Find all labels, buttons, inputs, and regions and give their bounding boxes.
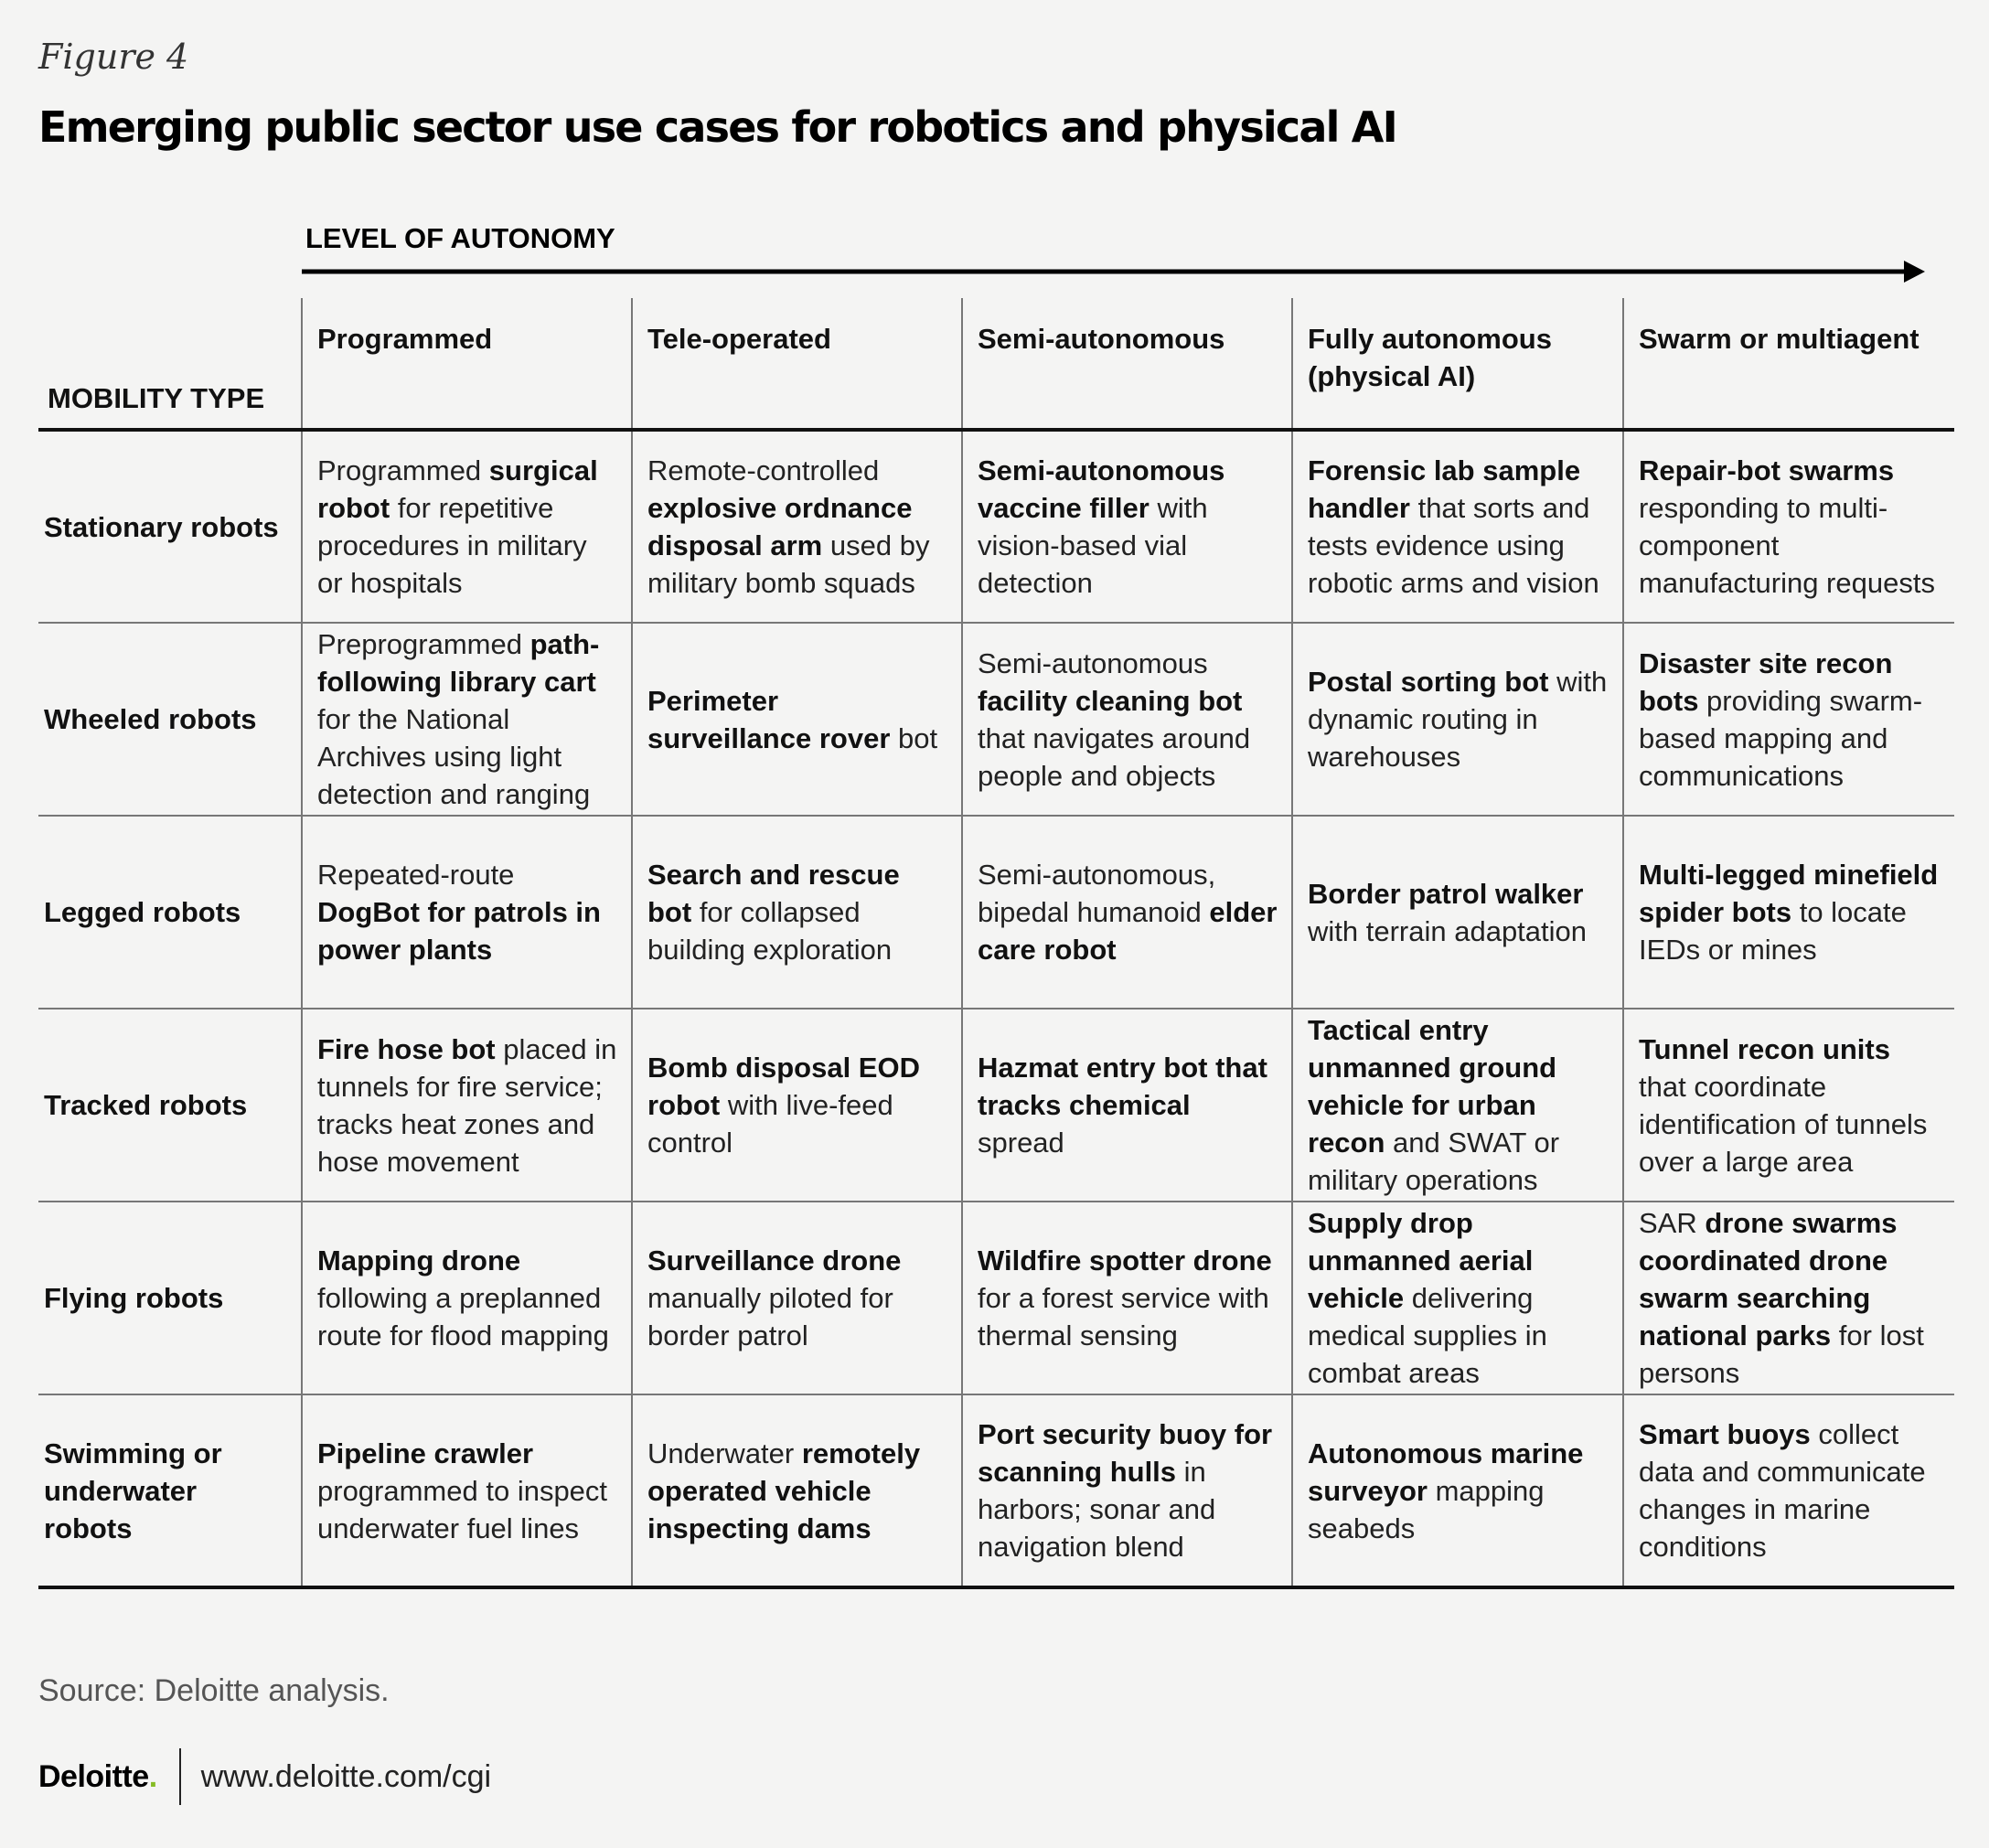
cell-text: with terrain adaptation	[1308, 914, 1588, 947]
table-cell	[1292, 623, 1623, 816]
row-header: Legged robots	[38, 816, 302, 1009]
cell-text-bold: Smart buoys	[1639, 1418, 1811, 1450]
column-header: Fully autonomous (physical AI)	[1292, 298, 1623, 430]
row-header: Flying robots	[38, 1202, 302, 1394]
cell-text-bold: elder care robot	[978, 896, 1278, 966]
cell-text: that navigates around people and objects	[978, 721, 1251, 792]
table-cell	[632, 816, 962, 1009]
table-row	[38, 623, 1954, 816]
logo-wordmark: Deloitte	[38, 1758, 149, 1794]
table-row	[38, 430, 1954, 623]
cell-text: Programmed	[317, 454, 489, 486]
cell-text: spread	[978, 1127, 1064, 1159]
cell-text: Semi-autonomous, bipedal humanoid	[978, 859, 1216, 928]
cell-text: that coordinate identification of tunnels over a large area	[1639, 1070, 1928, 1178]
cell-text-bold: Surveillance drone	[647, 1244, 902, 1277]
row-header: Tracked robots	[38, 1009, 302, 1202]
table-row	[38, 1394, 1954, 1587]
cell-text: Preprogrammed	[317, 628, 530, 660]
table-cell	[302, 1202, 632, 1394]
table-cell	[962, 623, 1292, 816]
cell-text-bold: DogBot for patrols in power plants	[317, 896, 601, 966]
deloitte-logo	[38, 1759, 157, 1795]
table-cell	[632, 430, 962, 623]
row-header: Stationary robots	[38, 430, 302, 623]
cell-text-bold: Fire hose bot	[317, 1032, 496, 1065]
table-cell	[962, 430, 1292, 623]
cell-text: Underwater	[647, 1437, 802, 1469]
cell-text-bold: Border patrol walker	[1308, 877, 1584, 910]
cell-text: Remote-controlled	[647, 454, 880, 486]
footer-url-link[interactable]: www.deloitte.com/cgi	[200, 1758, 492, 1794]
table-cell	[1292, 1009, 1623, 1202]
table-cell	[632, 1394, 962, 1587]
table-cell	[1623, 816, 1954, 1009]
table-cell	[302, 623, 632, 816]
cell-text: for collapsed building exploration	[647, 896, 893, 966]
cell-text: bot	[890, 721, 938, 754]
table-cell	[632, 1202, 962, 1394]
column-header: Semi-autonomous	[962, 298, 1292, 430]
column-header: Swarm or multiagent	[1623, 298, 1954, 430]
cell-text: for the National Archives using light detection and ranging	[317, 703, 591, 810]
cell-text-bold: Mapping drone	[317, 1244, 521, 1277]
cell-text: to locate IEDs or mines	[1639, 896, 1907, 966]
column-header: Tele-operated	[632, 298, 962, 430]
cell-text-bold: Autonomous marine surveyor	[1308, 1437, 1584, 1507]
row-header: Wheeled robots	[38, 623, 302, 816]
cell-text-bold: Postal sorting bot	[1308, 666, 1549, 698]
table-cell	[632, 623, 962, 816]
cell-text-bold: Perimeter surveillance rover	[647, 684, 891, 754]
cell-text-bold: Multi-legged minefield spider bots	[1639, 859, 1939, 928]
cell-text-bold: Forensic lab sample handler	[1308, 454, 1581, 524]
cell-text: collect data and communicate changes in marine conditions	[1639, 1418, 1926, 1563]
table-cell	[1623, 1009, 1954, 1202]
footer	[38, 1748, 491, 1805]
cell-text: that sorts and tests evidence using robotic arms and vision	[1308, 492, 1599, 599]
cell-text: SAR	[1639, 1207, 1706, 1239]
cell-text: and SWAT or military operations	[1308, 1127, 1560, 1196]
table-cell	[962, 1202, 1292, 1394]
cell-text: for repetitive procedures in military or hospitals	[317, 492, 587, 599]
cell-text: in harbors; sonar and navigation blend	[978, 1456, 1216, 1563]
figure-label: Figure 4	[38, 37, 189, 77]
cell-text-bold: Repair-bot swarms	[1639, 454, 1895, 486]
row-header: Swimming or underwater robots	[38, 1394, 302, 1587]
table-row	[38, 816, 1954, 1009]
table-cell	[1623, 1202, 1954, 1394]
page-title: Emerging public sector use cases for robotics and physical AI	[38, 102, 1396, 152]
footer-divider	[179, 1748, 181, 1805]
column-header: Programmed	[302, 298, 632, 430]
table-cell	[302, 1394, 632, 1587]
table-row	[38, 1009, 1954, 1202]
table-cell	[1623, 430, 1954, 623]
cell-text-bold: Pipeline crawler	[317, 1437, 534, 1469]
cell-text-bold: Bomb disposal EOD robot	[647, 1052, 920, 1121]
cell-text-bold: Tactical entry unmanned ground vehicle for urban recon	[1308, 1014, 1557, 1159]
cell-text: programmed to inspect underwater fuel lines	[317, 1474, 608, 1544]
table-cell	[302, 1009, 632, 1202]
cell-text: providing swarm-based mapping and communications	[1639, 684, 1923, 792]
table-cell	[1292, 1202, 1623, 1394]
table-cell	[1292, 816, 1623, 1009]
table-cell	[1623, 623, 1954, 816]
table-cell	[632, 1009, 962, 1202]
cell-text-bold: facility cleaning bot	[978, 684, 1243, 717]
cell-text: with live-feed control	[647, 1089, 893, 1159]
cell-text: following a preplanned route for flood mapping	[317, 1282, 609, 1351]
table-cell	[1623, 1394, 1954, 1587]
autonomy-axis-label: LEVEL OF AUTONOMY	[305, 222, 615, 254]
header-row	[38, 298, 1954, 430]
cell-text: delivering medical supplies in combat areas	[1308, 1282, 1547, 1389]
cell-text-bold: Wildfire spotter drone	[978, 1244, 1272, 1277]
cell-text: responding to multi-component manufacturing requests	[1639, 492, 1935, 599]
cell-text-bold: explosive ordnance disposal arm	[647, 492, 913, 561]
cell-text-bold: remotely operated vehicle inspecting dams	[647, 1437, 921, 1544]
mobility-type-header: MOBILITY TYPE	[38, 298, 302, 430]
cell-text: manually piloted for border patrol	[647, 1282, 893, 1351]
table-cell	[302, 816, 632, 1009]
logo-dot: .	[148, 1758, 157, 1794]
cell-text-bold: Semi-autonomous vaccine filler	[978, 454, 1225, 524]
cell-text-bold: Supply drop unmanned aerial vehicle	[1308, 1207, 1534, 1314]
cell-text-bold: Disaster site recon bots	[1639, 646, 1893, 717]
table-cell	[1292, 430, 1623, 623]
table-cell	[1292, 1394, 1623, 1587]
cell-text: Repeated-route	[317, 859, 515, 891]
cell-text: for lost persons	[1639, 1319, 1924, 1389]
cell-text: Semi-autonomous	[978, 646, 1208, 679]
cell-text: placed in tunnels for fire service; tracks heat zones and hose movement	[317, 1032, 617, 1178]
cell-text-bold: path-following library cart	[317, 628, 600, 698]
cell-text-bold: Hazmat entry bot that tracks chemical	[978, 1052, 1267, 1121]
cell-text-bold: surgical robot	[317, 454, 598, 524]
table-cell	[302, 430, 632, 623]
autonomy-arrow	[302, 258, 1925, 285]
cell-text-bold: Port security buoy for scanning hulls	[978, 1418, 1273, 1488]
table-cell	[962, 1394, 1292, 1587]
cell-text: mapping seabeds	[1308, 1474, 1545, 1544]
table-row	[38, 1202, 1954, 1394]
use-case-table	[38, 298, 1954, 1589]
table-cell	[962, 816, 1292, 1009]
cell-text-bold: drone swarms coordinated drone swarm searching national parks	[1639, 1207, 1898, 1351]
cell-text: with vision-based vial detection	[978, 492, 1208, 599]
cell-text: used by military bomb squads	[647, 529, 930, 599]
table-cell	[962, 1009, 1292, 1202]
cell-text: with dynamic routing in warehouses	[1308, 666, 1608, 773]
source-note: Source: Deloitte analysis.	[38, 1673, 390, 1708]
cell-text-bold: Tunnel recon units	[1639, 1032, 1890, 1065]
cell-text: for a forest service with thermal sensing	[978, 1282, 1269, 1351]
cell-text-bold: Search and rescue bot	[647, 859, 900, 928]
